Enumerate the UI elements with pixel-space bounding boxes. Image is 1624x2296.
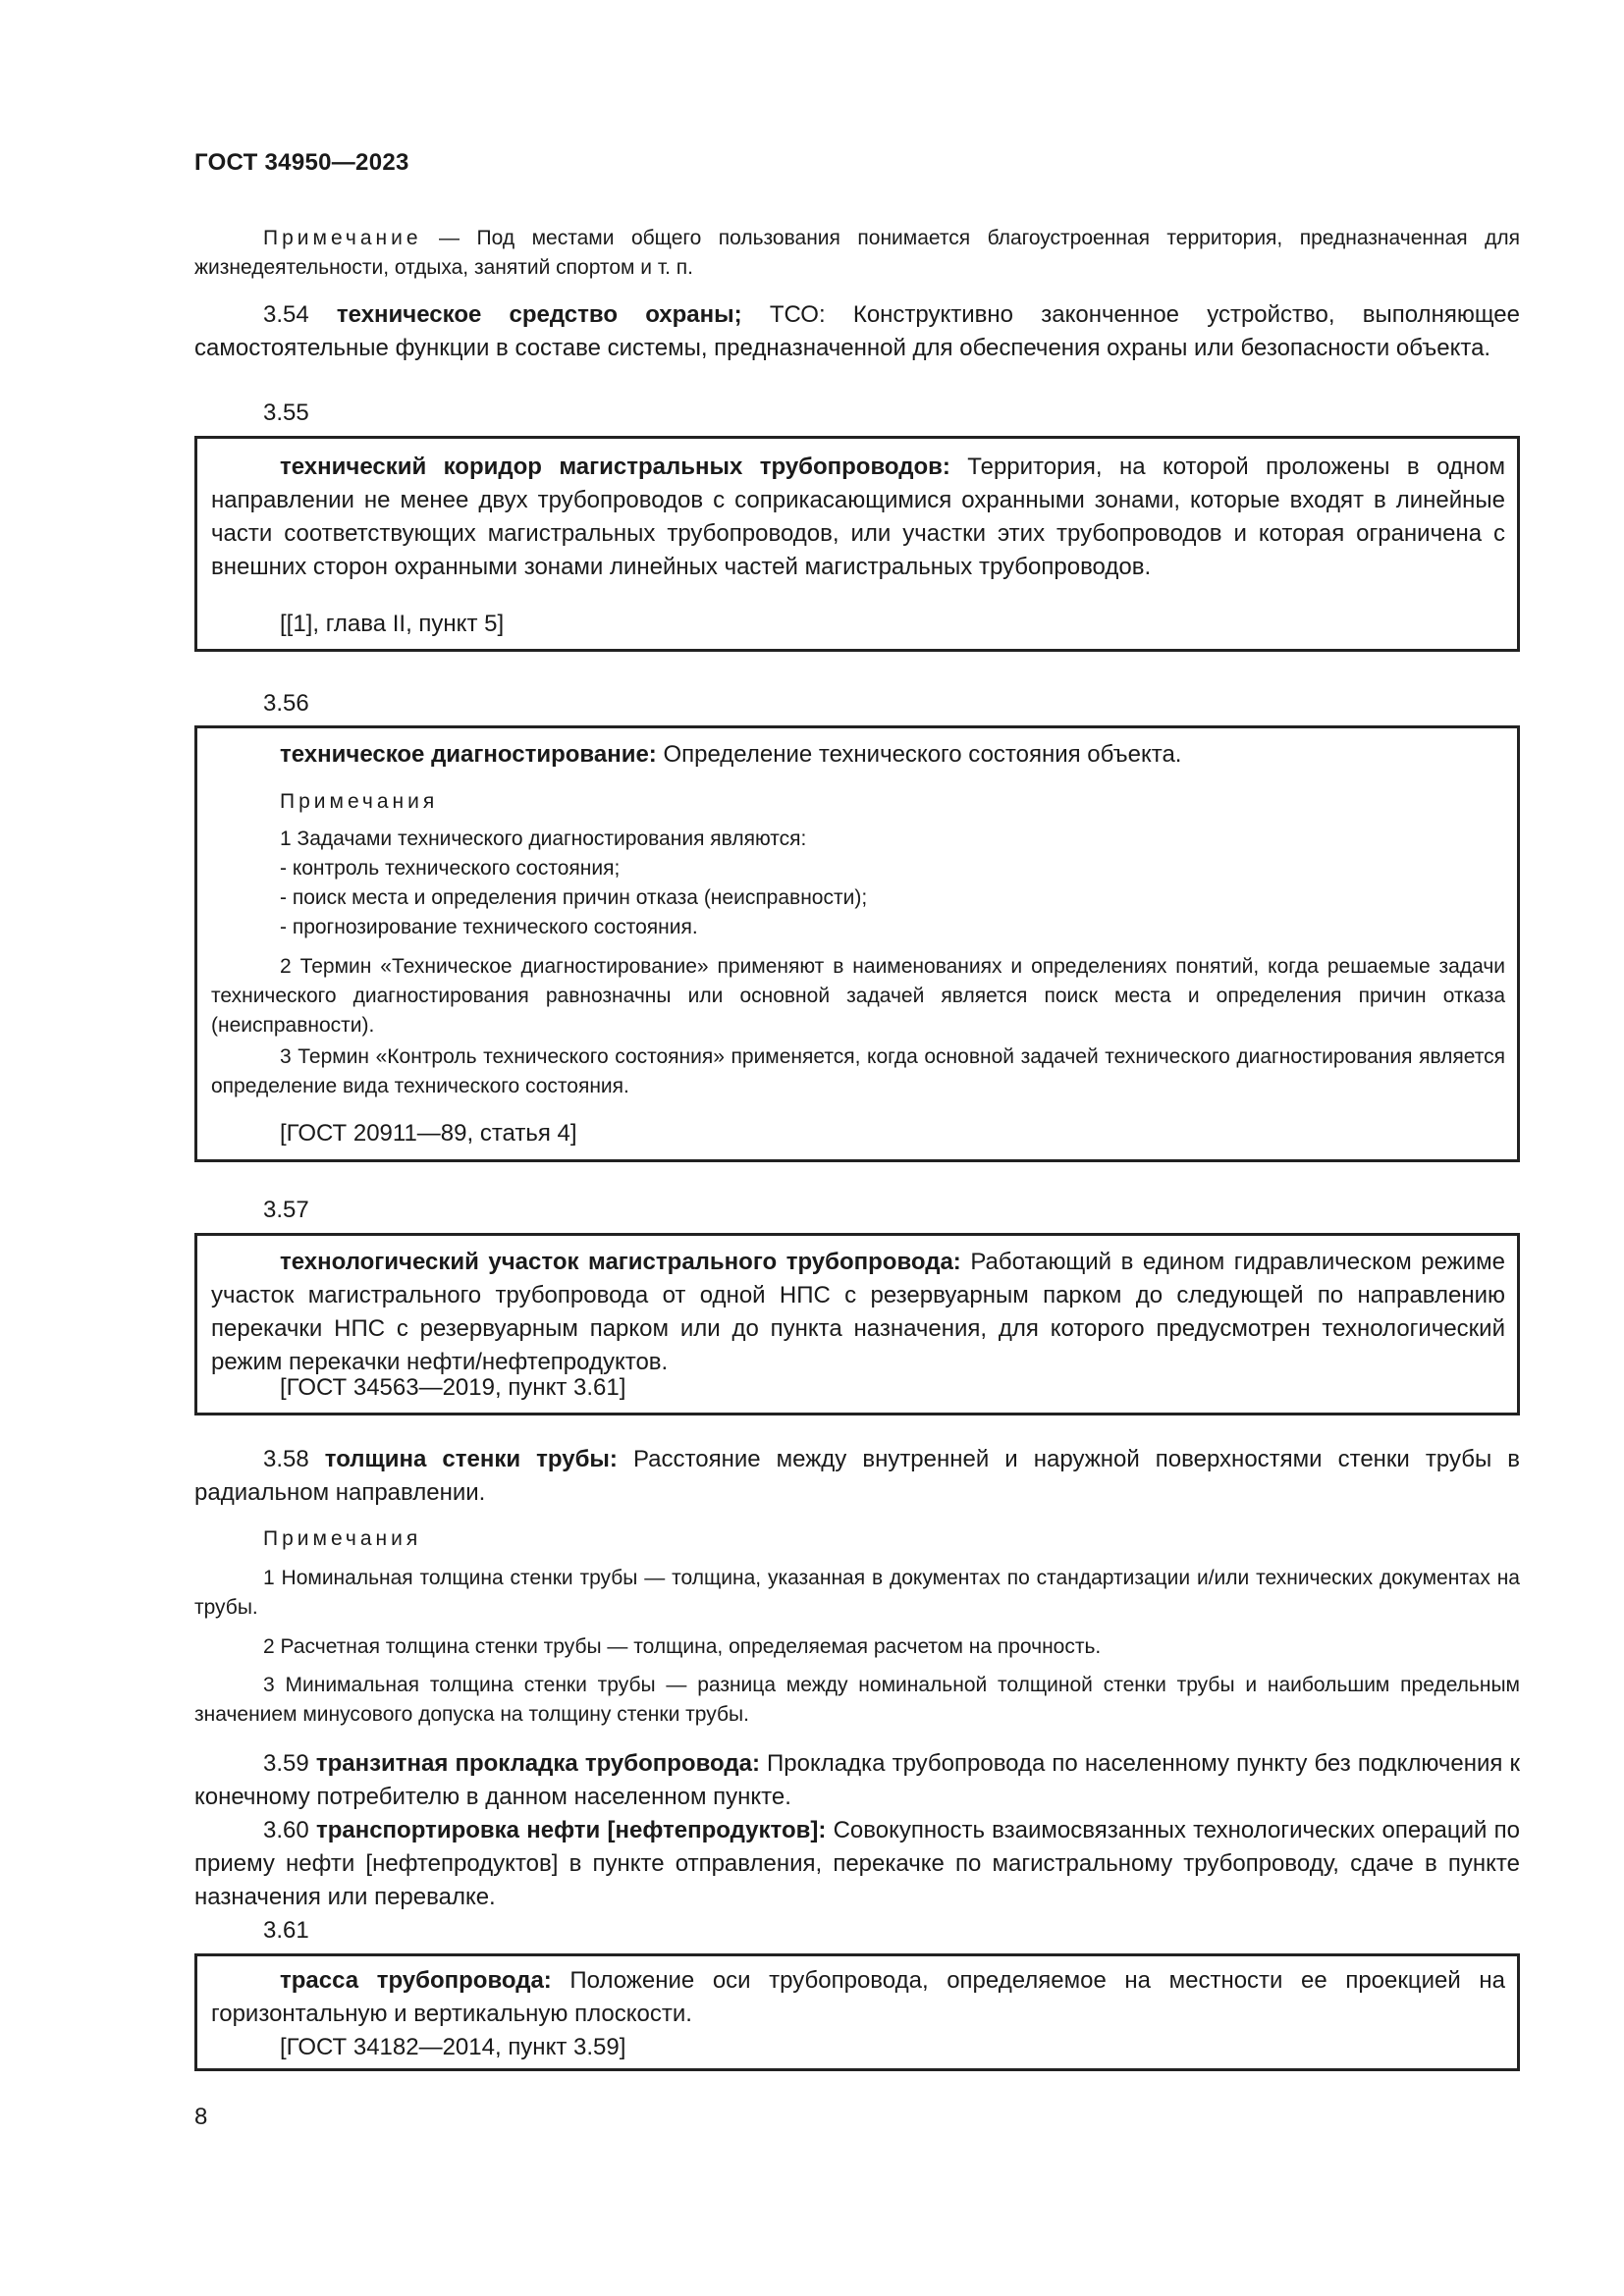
note-1: 1 Номинальная толщина стенки трубы — толщина, указанная в документах по стандартизации и/или технических документах на трубы. [194, 1567, 1520, 1619]
term-number-3-56: 3.56 [263, 690, 309, 717]
term-title: технологический участок магистрального трубопровода: [280, 1249, 961, 1275]
term-box-3-57 [194, 1233, 1520, 1415]
term-definition: Положение оси трубопровода, определяемое на местности ее проекцией на горизонтальную и вертикальную плоскости. [211, 1967, 1505, 2027]
term-number: 3.59 [263, 1750, 316, 1777]
term-definition: Работающий в едином гидравлическом режиме участок магистрального трубопровода от одной НПС с резервуарным парком до следующей по направлению перекачки НПС с резервуарным парком или до пункта назначения, для которого предусмотрен технологический режим перекачки нефти/нефтепродуктов. [211, 1249, 1505, 1375]
term-title: транзитная прокладка трубопровода: [315, 1750, 760, 1777]
term-number: 3.58 [263, 1446, 325, 1472]
note-text: — Под местами общего пользования понимается благоустроенная территория, предназначенная для жизнедеятельности, отдыха, занятий спортом и т. п. [194, 227, 1520, 279]
document-header: ГОСТ 34950—2023 [194, 149, 409, 176]
term-box-3-55 [194, 436, 1520, 652]
term-number-3-55: 3.55 [263, 400, 309, 426]
term-3-56 [211, 738, 1505, 772]
term-title: толщина стенки трубы: [324, 1446, 618, 1472]
page-number: 8 [194, 2104, 208, 2130]
term-title: технический коридор магистральных трубопроводов: [280, 454, 950, 480]
term-3-61 [211, 1964, 1505, 2031]
term-title: техническое диагностирование: [280, 741, 657, 768]
term-title: трасса трубопровода: [280, 1967, 552, 1994]
list-item: - поиск места и определения причин отказа (неисправности); [280, 886, 868, 909]
note-1: 1 Задачами технического диагностирования являются: [280, 828, 807, 850]
term-box-3-61 [194, 1953, 1520, 2071]
term-3-55 [211, 451, 1505, 584]
term-title: техническое средство охраны; [336, 301, 742, 328]
term-source: [ГОСТ 34182—2014, пункт 3.59] [280, 2034, 626, 2060]
list-item: - контроль технического состояния; [280, 857, 621, 880]
term-definition: Прокладка трубопровода по населенному пункту без подключения к конечному потребителю в данном населенном пункте. [194, 1750, 1521, 1810]
term-3-54 [194, 298, 1520, 365]
notes-label: Примечания [280, 790, 439, 813]
term-number: 3.54 [263, 301, 337, 328]
term-number-3-57: 3.57 [263, 1197, 309, 1223]
term-definition: ТСО: Конструктивно законченное устройство, выполняющее самостоятельные функции в составе системы, предназначенной для обеспечения охраны или безопасности объекта. [194, 301, 1520, 361]
note-label: Примечание [263, 227, 422, 249]
term-title: транспортировка нефти [нефтепродуктов]: [315, 1817, 827, 1843]
term-3-60 [194, 1814, 1520, 1914]
term-definition: Совокупность взаимосвязанных технологических операций по приему нефти [нефтепродуктов] в пункте отправления, перекачке по магистральному трубопроводу, сдаче в пункте назначения или перевалке. [194, 1817, 1520, 1910]
term-definition: Расстояние между внутренней и наружной поверхностями стенки трубы в радиальном направлении. [194, 1446, 1520, 1506]
list-item: - прогнозирование технического состояния. [280, 916, 698, 938]
term-source: [ГОСТ 34563—2019, пункт 3.61] [280, 1374, 626, 1401]
term-source: [[1], глава II, пункт 5] [280, 611, 505, 637]
term-3-59 [194, 1747, 1520, 1814]
term-3-58 [194, 1443, 1520, 1510]
term-3-57 [211, 1246, 1505, 1379]
term-definition: Определение технического состояния объекта. [656, 741, 1182, 768]
note-public-places [194, 224, 1520, 283]
term-source: [ГОСТ 20911—89, статья 4] [280, 1120, 577, 1147]
note-3: 3 Термин «Контроль технического состояния» применяется, когда основной задачей технического диагностирования является определение вида технического состояния. [211, 1045, 1505, 1097]
note-3: 3 Минимальная толщина стенки трубы — разница между номинальной толщиной стенки трубы и наибольшим предельным значением минусового допуска на толщину стенки трубы. [194, 1674, 1520, 1726]
note-2: 2 Термин «Техническое диагностирование» применяют в наименованиях и определениях понятий, когда решаемые задачи технического диагностирования равнозначны или основной задачей является поиск места и определения причин отказа (неисправности). [211, 955, 1505, 1037]
term-number: 3.60 [263, 1817, 316, 1843]
term-definition: Территория, на которой проложены в одном направлении не менее двух трубопроводов с соприкасающимися охранными зонами, которые входят в линейные части соответствующих магистральных трубопроводов, или участки этих трубопроводов и которая ограничена с внешних сторон охранными зонами линейных частей магистральных трубопроводов. [211, 454, 1505, 580]
note-2: 2 Расчетная толщина стенки трубы — толщина, определяемая расчетом на прочность. [263, 1635, 1102, 1658]
term-box-3-56 [194, 725, 1520, 1162]
term-number-3-61: 3.61 [263, 1917, 309, 1944]
notes-label: Примечания [263, 1527, 422, 1550]
